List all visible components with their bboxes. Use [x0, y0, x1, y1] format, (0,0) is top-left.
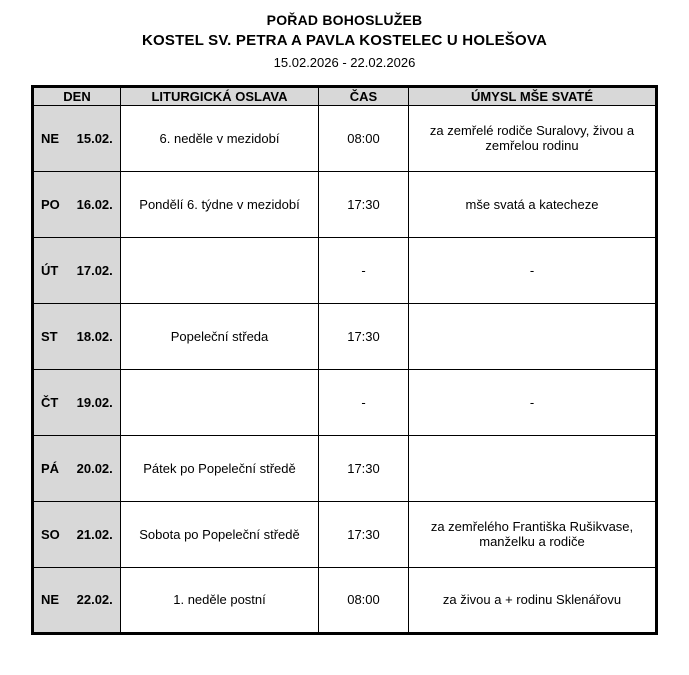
time-cell: 17:30 [319, 171, 409, 237]
date-range: 15.02.2026 - 22.02.2026 [273, 55, 416, 71]
schedule-table [31, 85, 658, 635]
liturgical-celebration-cell: Pondělí 6. týdne v mezidobí [121, 171, 319, 237]
day-abbreviation: SO [41, 526, 60, 542]
day-date: 21.02. [76, 526, 113, 542]
day-abbreviation: PÁ [41, 460, 60, 476]
mass-intention-cell: za zemřelého Františka Rušikvase, manželku a rodiče [409, 501, 657, 567]
liturgical-celebration-cell: 6. neděle v mezidobí [121, 105, 319, 171]
table-row [33, 171, 657, 237]
time-cell: 08:00 [319, 567, 409, 633]
day-date: 22.02. [76, 592, 113, 608]
day-abbreviation: NE [41, 130, 60, 146]
day-date: 20.02. [76, 460, 113, 476]
liturgical-celebration-cell: 1. neděle postní [121, 567, 319, 633]
page-title: POŘAD BOHOSLUŽEB [266, 12, 423, 28]
time-cell: 17:30 [319, 501, 409, 567]
day-date: 17.02. [76, 262, 113, 278]
liturgical-celebration-cell: Popeleční středa [121, 303, 319, 369]
liturgical-celebration-cell [121, 369, 319, 435]
day-cell [33, 369, 121, 435]
time-cell: - [319, 237, 409, 303]
mass-intention-cell [409, 435, 657, 501]
mass-intention-cell: za živou a + rodinu Sklenářovu [409, 567, 657, 633]
column-header-oslava: LITURGICKÁ OSLAVA [121, 86, 319, 105]
column-header-den: DEN [33, 86, 121, 105]
day-cell [33, 303, 121, 369]
mass-intention-cell: mše svatá a katecheze [409, 171, 657, 237]
liturgical-celebration-cell: Sobota po Popeleční středě [121, 501, 319, 567]
day-date: 19.02. [76, 394, 113, 410]
mass-intention-cell [409, 303, 657, 369]
table-row [33, 369, 657, 435]
table-row [33, 567, 657, 633]
day-cell [33, 171, 121, 237]
day-abbreviation: ST [41, 328, 58, 344]
table-row [33, 237, 657, 303]
time-cell: 17:30 [319, 303, 409, 369]
time-cell: 08:00 [319, 105, 409, 171]
day-date: 18.02. [76, 328, 113, 344]
mass-intention-cell: za zemřelé rodiče Suralovy, živou a zemřelou rodinu [409, 105, 657, 171]
day-cell [33, 567, 121, 633]
mass-intention-cell: - [409, 369, 657, 435]
time-cell: 17:30 [319, 435, 409, 501]
time-cell: - [319, 369, 409, 435]
day-abbreviation: ÚT [41, 262, 59, 278]
document-header [0, 10, 689, 73]
table-row [33, 501, 657, 567]
mass-intention-cell: - [409, 237, 657, 303]
day-abbreviation: NE [41, 592, 60, 608]
day-cell [33, 105, 121, 171]
table-row [33, 435, 657, 501]
liturgical-celebration-cell: Pátek po Popeleční středě [121, 435, 319, 501]
day-cell [33, 237, 121, 303]
day-date: 15.02. [76, 130, 113, 146]
table-row [33, 303, 657, 369]
day-abbreviation: PO [41, 196, 60, 212]
liturgical-celebration-cell [121, 237, 319, 303]
column-header-umysl: ÚMYSL MŠE SVATÉ [409, 86, 657, 105]
table-header-row [33, 86, 657, 105]
table-row [33, 105, 657, 171]
page-subtitle: KOSTEL SV. PETRA A PAVLA KOSTELEC U HOLEŠOVA [142, 32, 547, 50]
day-date: 16.02. [76, 196, 113, 212]
day-abbreviation: ČT [41, 394, 59, 410]
day-cell [33, 501, 121, 567]
day-cell [33, 435, 121, 501]
column-header-cas: ČAS [319, 86, 409, 105]
